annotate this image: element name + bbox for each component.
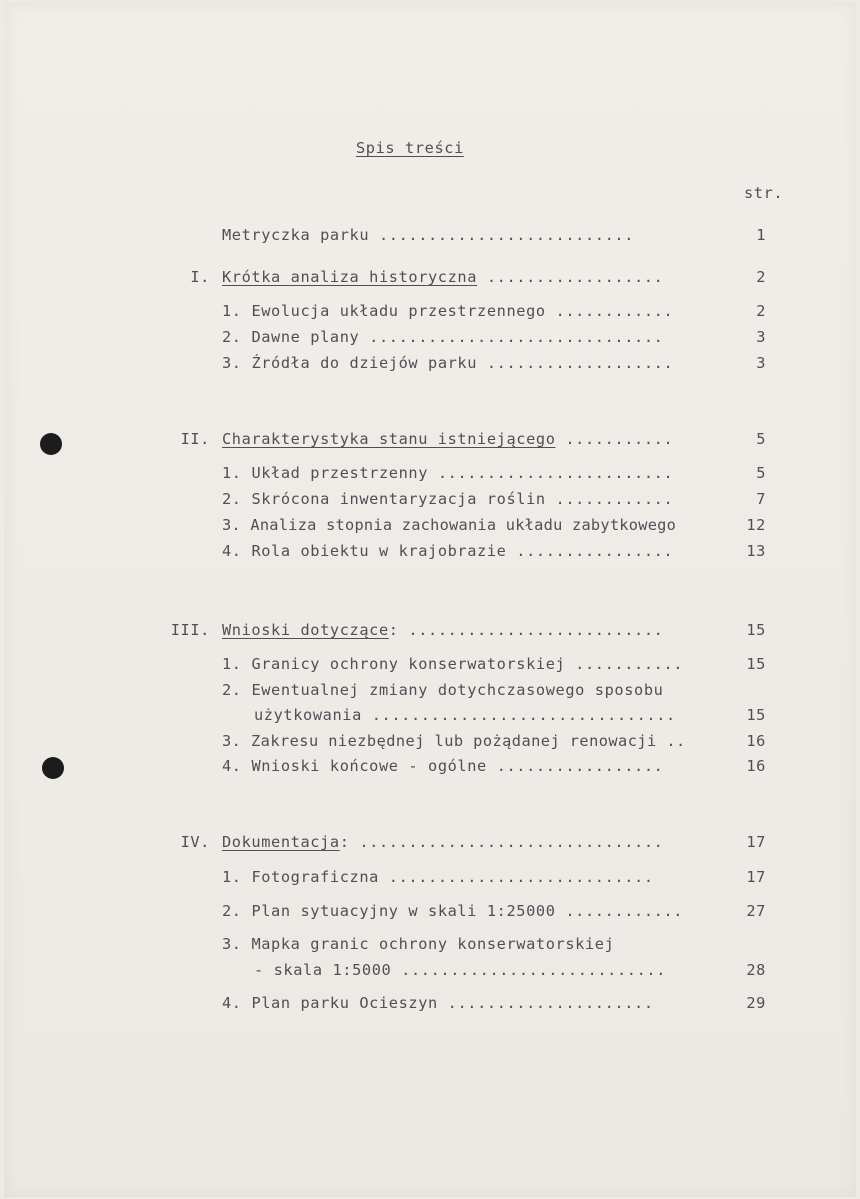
toc-page-number: 2 [756, 302, 766, 320]
toc-item: 2. Plan sytuacyjny w skali 1:25000 ............ [222, 902, 684, 920]
toc-page-number: 13 [746, 542, 766, 560]
toc-item: 3. Zakresu niezbędnej lub pożądanej renowacji .. [222, 732, 686, 750]
section-numeral: II. [180, 430, 210, 448]
toc-page-number: 12 [746, 516, 766, 534]
toc-page-number: 2 [756, 268, 766, 286]
toc-page-number: 5 [756, 464, 766, 482]
toc-page-number: 3 [756, 354, 766, 372]
dot-leader: .......................... [408, 621, 664, 639]
dot-leader: ............................... [359, 833, 664, 851]
toc-page-number: 27 [746, 902, 766, 920]
toc-item: 4. Rola obiektu w krajobrazie ................ [222, 542, 674, 560]
toc-item: 3. Analiza stopnia zachowania układu zabytkowego [222, 516, 677, 534]
toc-page-number: 1 [756, 226, 766, 244]
toc-entry-label: Metryczka parku .......................... [222, 226, 635, 244]
toc-item: 1. Układ przestrzenny ........................ [222, 464, 674, 482]
toc-item: 1. Fotograficzna ........................... [222, 868, 654, 886]
toc-page-number: 16 [746, 757, 766, 775]
section-heading: Dokumentacja: ............................... [222, 833, 664, 851]
toc-page-number: 15 [746, 655, 766, 673]
dot-leader: .................. [486, 268, 664, 286]
punch-hole-bottom [42, 757, 64, 779]
toc-item: 2. Dawne plany .............................. [222, 328, 664, 346]
page-title: Spis treści [356, 139, 464, 157]
toc-item: 4. Wnioski końcowe - ogólne ................. [222, 757, 664, 775]
toc-page-number: 29 [746, 994, 766, 1012]
section-numeral: III. [170, 621, 210, 639]
toc-page-number: 16 [746, 732, 766, 750]
toc-item: 3. Mapka granic ochrony konserwatorskiej [222, 935, 615, 953]
section-heading: Krótka analiza historyczna .................. [222, 268, 664, 286]
toc-page-number: 7 [756, 490, 766, 508]
toc-page-number: 3 [756, 328, 766, 346]
section-numeral: IV. [180, 833, 210, 851]
toc-item: 2. Skrócona inwentaryzacja roślin ............ [222, 490, 674, 508]
toc-item-continuation: użytkowania ............................... [254, 706, 676, 724]
toc-page-number: 17 [746, 833, 766, 851]
document-page [4, 2, 856, 1197]
toc-item-continuation: - skala 1:5000 ........................... [254, 961, 667, 979]
toc-page-number: 28 [746, 961, 766, 979]
section-numeral: I. [190, 268, 210, 286]
toc-page-number: 5 [756, 430, 766, 448]
punch-hole-top [40, 433, 62, 455]
toc-item: 2. Ewentualnej zmiany dotychczasowego sposobu [222, 681, 664, 699]
toc-item: 1. Granicy ochrony konserwatorskiej ........... [222, 655, 684, 673]
section-heading: Charakterystyka stanu istniejącego ........... [222, 430, 674, 448]
toc-item: 1. Ewolucja układu przestrzennego ............ [222, 302, 674, 320]
dot-leader: .......................... [378, 226, 635, 244]
toc-page-number: 15 [746, 621, 766, 639]
toc-item: 3. Źródła do dziejów parku ................... [222, 354, 674, 372]
toc-item: 4. Plan parku Ocieszyn ..................... [222, 994, 654, 1012]
page-column-header: str. [744, 184, 784, 202]
dot-leader: ........... [565, 430, 674, 448]
section-heading: Wnioski dotyczące: .......................... [222, 621, 664, 639]
toc-page-number: 15 [746, 706, 766, 724]
toc-page-number: 17 [746, 868, 766, 886]
